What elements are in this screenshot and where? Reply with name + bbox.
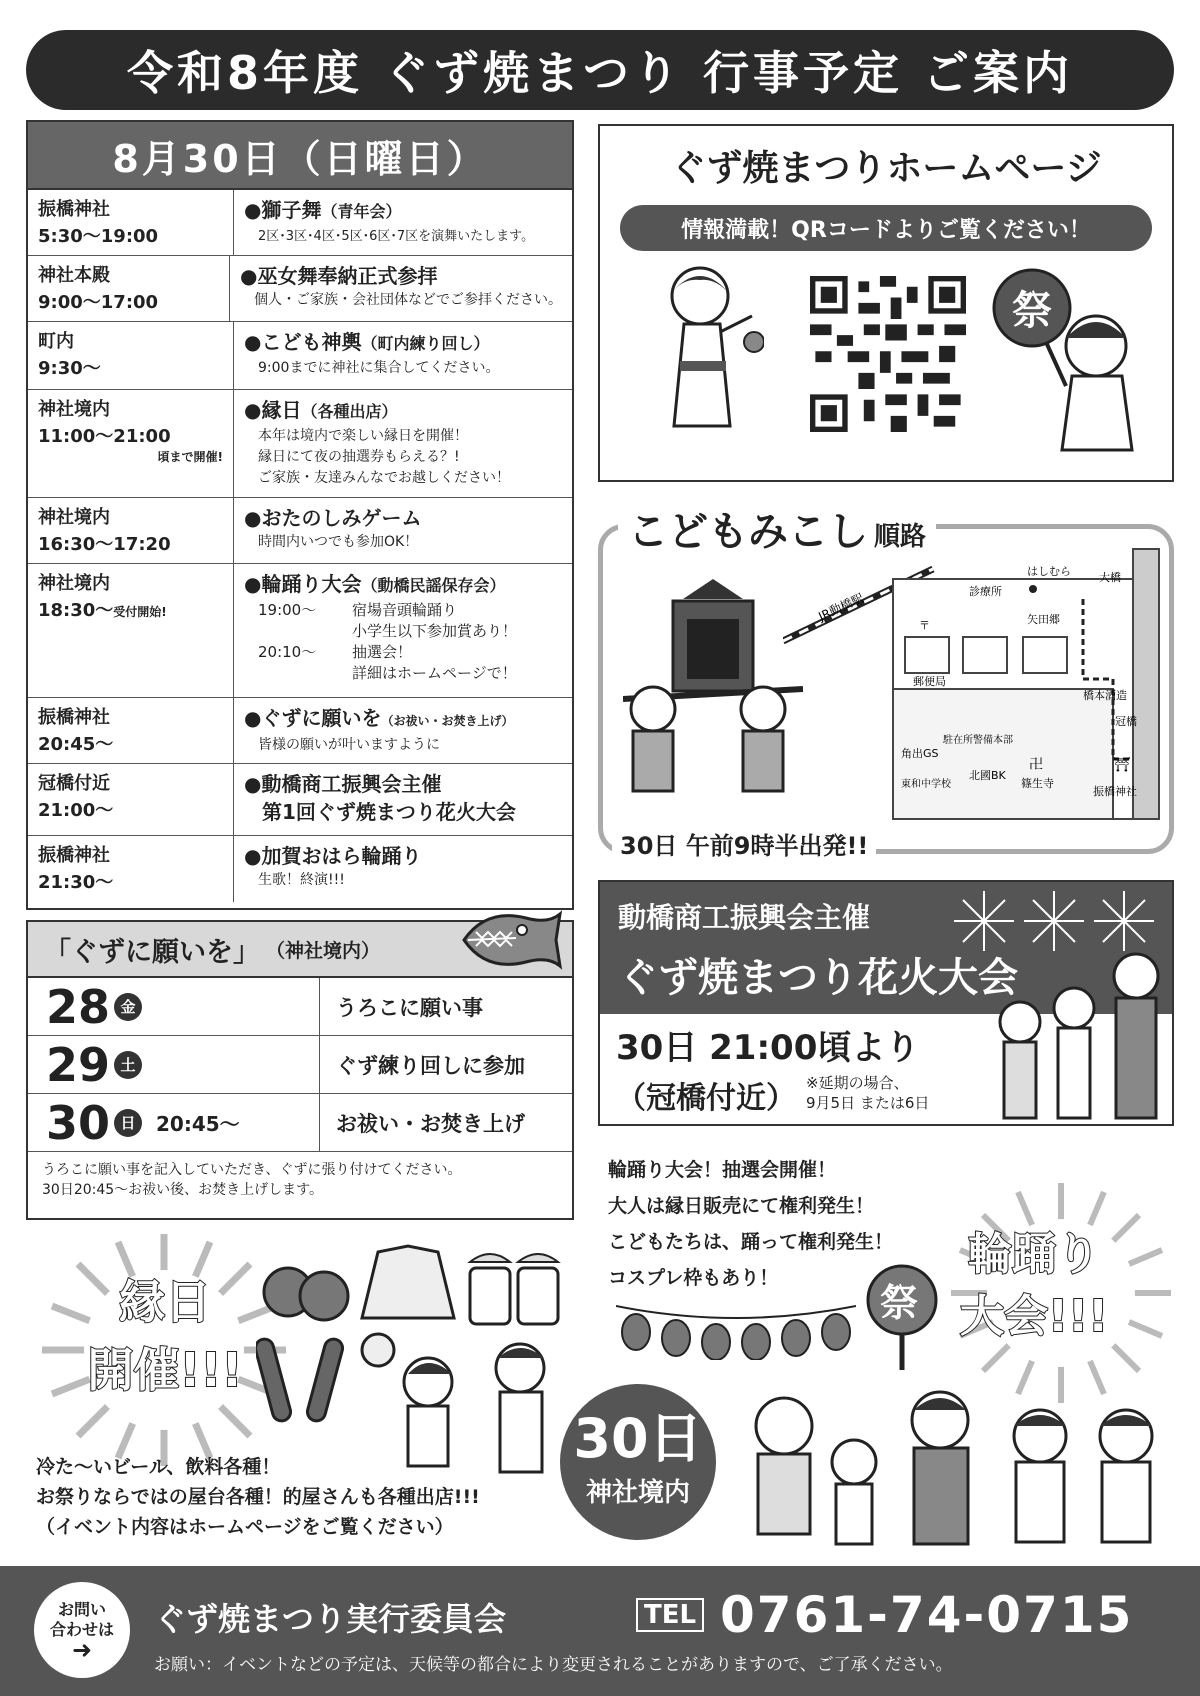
- row-note: ご家族・友達みんなでお越しください！: [258, 470, 510, 486]
- row-note: 本年は境内で楽しい縁日を開催！: [258, 428, 468, 444]
- row-event-sub: （町内練り回し）: [361, 334, 490, 353]
- map-label-chuzai: 駐在所警備本部: [943, 735, 1013, 746]
- festival-fan-icon: [862, 1262, 942, 1372]
- row-note: 生歌！終演!!!: [258, 872, 345, 888]
- title-banner: [26, 30, 1174, 110]
- row-time: 5:30〜19:00: [38, 226, 159, 247]
- fish-mascot-icon: [456, 900, 566, 980]
- promo-line: こどもたちは、踊って権利発生！: [608, 1231, 894, 1253]
- wish-time: 20:45〜: [156, 1112, 240, 1136]
- row-event-sub: （各種出店）: [301, 402, 398, 421]
- map-label-kanmuri: 冠橋: [1115, 715, 1137, 728]
- map-label-tobu: 東和中学校: [901, 779, 951, 790]
- map-label-post: 郵便局: [913, 675, 946, 688]
- contact-text: 合わせは: [49, 1620, 114, 1639]
- row-time: 16:30〜17:20: [38, 534, 171, 555]
- sub-time: 19:00〜: [258, 601, 317, 619]
- map-label-temple: 篠生寺: [1021, 777, 1054, 790]
- row-place: 振橋神社: [38, 707, 110, 728]
- map-label-temple-mark: 卍: [1029, 757, 1043, 773]
- page-title: 令和8年度 ぐず焼まつり 行事予定 ご案内: [126, 46, 1074, 100]
- row-note: 個人・ご家族・会社団体などでご参拝ください。: [254, 292, 562, 308]
- footer-note: お願い：イベントなどの予定は、天候等の都合により変更されることがありますので、ご了承ください。: [154, 1655, 953, 1675]
- lantern-string-icon: [616, 1300, 856, 1360]
- row-note: 縁日にて夜の抽選券もらえる？!: [258, 449, 460, 465]
- wish-row: [28, 978, 572, 1036]
- schedule-row: [28, 564, 572, 698]
- map-label-yatagou: 矢田郷: [1027, 613, 1060, 626]
- row-place: 神社境内: [38, 573, 110, 594]
- organizer-name: ぐず焼まつり実行委員会: [154, 1600, 507, 1638]
- route-title-suffix: 順路: [874, 522, 927, 552]
- map-label-hashimoto: 橋本酒造: [1083, 689, 1127, 702]
- schedule-table: [26, 120, 574, 910]
- sub-time: [258, 621, 352, 642]
- row-time-note: 受付開始!: [113, 605, 167, 619]
- contact-badge: [34, 1582, 130, 1678]
- sub-desc: 抽選会！: [352, 643, 413, 661]
- route-map-frame: [598, 524, 1174, 854]
- wish-activity: お祓い・お焚き上げ: [336, 1111, 525, 1136]
- map-label-shrine-mark: ⛩: [1113, 757, 1131, 773]
- wish-row: [28, 1036, 572, 1094]
- festival-food-icons: [258, 1232, 568, 1332]
- sub-time: 20:10〜: [258, 643, 317, 661]
- route-title: こどもみこし: [628, 509, 868, 555]
- ennichi-info-line: お祭りならではの屋台各種！的屋さんも各種出店!!!: [36, 1486, 480, 1508]
- wish-weekday: 土: [114, 1051, 142, 1079]
- row-event: ●加賀おはら輪踊り: [244, 844, 422, 868]
- row-event: ●縁日: [244, 398, 302, 422]
- family-yukata-icon: [990, 952, 1170, 1124]
- row-place: 神社境内: [38, 399, 110, 420]
- map-label-hashimura: はしむら: [1027, 565, 1071, 578]
- sub-desc: 詳細はホームページで！: [352, 664, 517, 682]
- ennichi-line: 縁日: [119, 1275, 211, 1329]
- row-place: 神社境内: [38, 507, 110, 528]
- wish-day: 29: [46, 1037, 111, 1092]
- wish-row: [28, 1094, 572, 1152]
- promo-line: 大人は縁日販売にて権利発生！: [608, 1195, 875, 1217]
- day30-place: 神社境内: [585, 1478, 690, 1508]
- row-time: 21:00〜: [38, 800, 114, 821]
- contact-text: お問い: [57, 1600, 106, 1619]
- sub-time: [258, 663, 352, 684]
- route-map: [783, 529, 1173, 839]
- fireworks-host: 動橋商工振興会主催: [618, 901, 871, 934]
- row-place: 振橋神社: [38, 199, 110, 220]
- map-label-shrine: 振橋神社: [1093, 785, 1137, 798]
- row-place: 町内: [38, 331, 74, 352]
- wish-subtitle: （神社境内）: [266, 939, 381, 962]
- row-time: 21:30〜: [38, 872, 114, 893]
- wish-note: [28, 1152, 572, 1208]
- row-note: 時間内いつでも参加OK！: [258, 534, 419, 550]
- odori-promo: [608, 1152, 893, 1296]
- wish-note-line: 30日20:45〜お祓い後、お焚き上げします。: [42, 1182, 324, 1198]
- schedule-row: [28, 764, 572, 836]
- schedule-row: [28, 836, 572, 902]
- ennichi-info-line: （イベント内容はホームページをご覧ください）: [36, 1516, 454, 1538]
- row-event: ●動橋商工振興会主催: [244, 772, 442, 796]
- fireworks-note: 9月5日 または6日: [806, 1094, 930, 1112]
- wish-activity: うろこに願い事: [336, 995, 483, 1020]
- ennichi-line: 開催!!!: [87, 1343, 243, 1397]
- promo-line: 輪踊り大会！抽選会開催！: [608, 1159, 837, 1181]
- wish-weekday: 金: [114, 993, 142, 1021]
- row-place: 神社本殿: [38, 265, 110, 286]
- wish-title: 「ぐずに願いを」: [44, 936, 260, 968]
- row-time: 18:30〜: [38, 600, 114, 621]
- map-label-hokkoku: 北國BK: [969, 769, 1006, 782]
- row-event-sub: （動橋民謡保存会）: [361, 576, 506, 595]
- homepage-title: ぐず焼まつりホームページ: [670, 148, 1102, 189]
- phone-number[interactable]: 0761-74-0715: [720, 1586, 1134, 1644]
- route-title-box: [618, 500, 936, 557]
- schedule-row: [28, 498, 572, 564]
- row-note: 9:00までに神社に集合してください。: [258, 360, 500, 376]
- day30-badge: [560, 1407, 716, 1509]
- row-place: 振橋神社: [38, 845, 110, 866]
- day30-day: 30日: [573, 1407, 703, 1470]
- ennichi-info: [36, 1452, 480, 1542]
- wish-note-line: うろこに願い事を記入していただき、ぐずに張り付けてください。: [42, 1162, 462, 1178]
- sub-desc: 宿場音頭輪踊り: [352, 601, 458, 619]
- row-note: 2区･3区･4区･5区･6区･7区を演舞いたします。: [258, 229, 535, 244]
- schedule-row: [28, 190, 572, 256]
- ennichi-info-line: 冷た〜いビール、飲料各種！: [36, 1456, 281, 1478]
- wish-weekday: 日: [114, 1109, 142, 1137]
- row-event: ●ぐずに願いを: [244, 706, 382, 730]
- homepage-box: [598, 124, 1174, 482]
- fireworks-where: （冠橋付近）: [616, 1081, 796, 1116]
- row-event: ●おたのしみゲーム: [244, 506, 422, 530]
- wish-activity: ぐず練り回しに参加: [336, 1053, 525, 1078]
- map-label-post-mark: 〒: [919, 619, 930, 632]
- wish-day: 30: [46, 1095, 111, 1150]
- wish-day: 28: [46, 979, 111, 1034]
- map-label-jr: JR動橋駅: [816, 590, 866, 624]
- row-event-sub: （青年会）: [321, 202, 402, 221]
- schedule-row: [28, 390, 572, 498]
- row-event: ●獅子舞: [244, 198, 322, 222]
- schedule-date: 8月30日（日曜日）: [112, 136, 488, 181]
- fan-char: 祭: [1012, 288, 1052, 334]
- waodori-badge: [960, 1224, 1108, 1348]
- map-label-ohashi: 大橋: [1099, 571, 1121, 584]
- route-departure: 30日 午前9時半出発!!: [612, 826, 876, 861]
- fireworks-when: 30日 21:00頃より: [616, 1028, 920, 1068]
- promo-line: コスプレ枠もあり！: [608, 1267, 779, 1289]
- wish-panel: [26, 920, 574, 1220]
- schedule-row: [28, 322, 572, 390]
- waodori-line: 輪踊り: [968, 1229, 1101, 1280]
- fan-char: 祭: [880, 1281, 919, 1325]
- girl-yukata-icon: [644, 256, 764, 446]
- row-time: 11:00〜21:00: [38, 426, 171, 447]
- ennichi-badge: [70, 1268, 260, 1404]
- row-event: ●輪踊り大会: [244, 572, 362, 596]
- map-label-clinic: 診療所: [969, 585, 1002, 598]
- fireworks-note: ※延期の場合、: [806, 1074, 909, 1092]
- row-event: ●こども神輿: [244, 330, 362, 354]
- mikoshi-children-icon: [623, 579, 803, 819]
- arrow-right-icon: ➜: [71, 1636, 93, 1664]
- firework-bursts-icon: [954, 886, 1154, 956]
- row-time-note: 頃まで開催!: [157, 450, 223, 464]
- row-event-sub: （お祓い・お焚き上げ）: [381, 714, 514, 728]
- boy-with-fan-icon: [986, 266, 1156, 456]
- row-place: 冠橋付近: [38, 773, 110, 794]
- row-time: 9:30〜: [38, 358, 101, 379]
- row-note: 皆様の願いが叶いますように: [258, 737, 440, 753]
- fireworks-box: [598, 880, 1174, 1126]
- row-time: 20:45〜: [38, 734, 114, 755]
- wish-header: [28, 922, 572, 978]
- homepage-subtitle: 情報満載！QRコードよりご覧ください！: [620, 205, 1152, 251]
- row-event-2: 第1回ぐず焼まつり花火大会: [262, 800, 516, 824]
- waodori-line: 大会!!!: [960, 1291, 1109, 1342]
- schedule-row: [28, 698, 572, 764]
- row-event: ●巫女舞奉納正式参拝: [240, 264, 438, 288]
- map-label-kado: 角出GS: [901, 747, 939, 760]
- dancing-kids-icon: [744, 1386, 1174, 1556]
- tel-label: TEL: [636, 1598, 704, 1632]
- sub-desc: 小学生以下参加賞あり！: [352, 622, 518, 640]
- fireworks-title: ぐず焼まつり花火大会: [618, 955, 1018, 1001]
- schedule-header: [28, 122, 572, 190]
- row-time: 9:00〜17:00: [38, 292, 159, 313]
- qr-code-icon: [810, 276, 966, 432]
- schedule-row: [28, 256, 572, 322]
